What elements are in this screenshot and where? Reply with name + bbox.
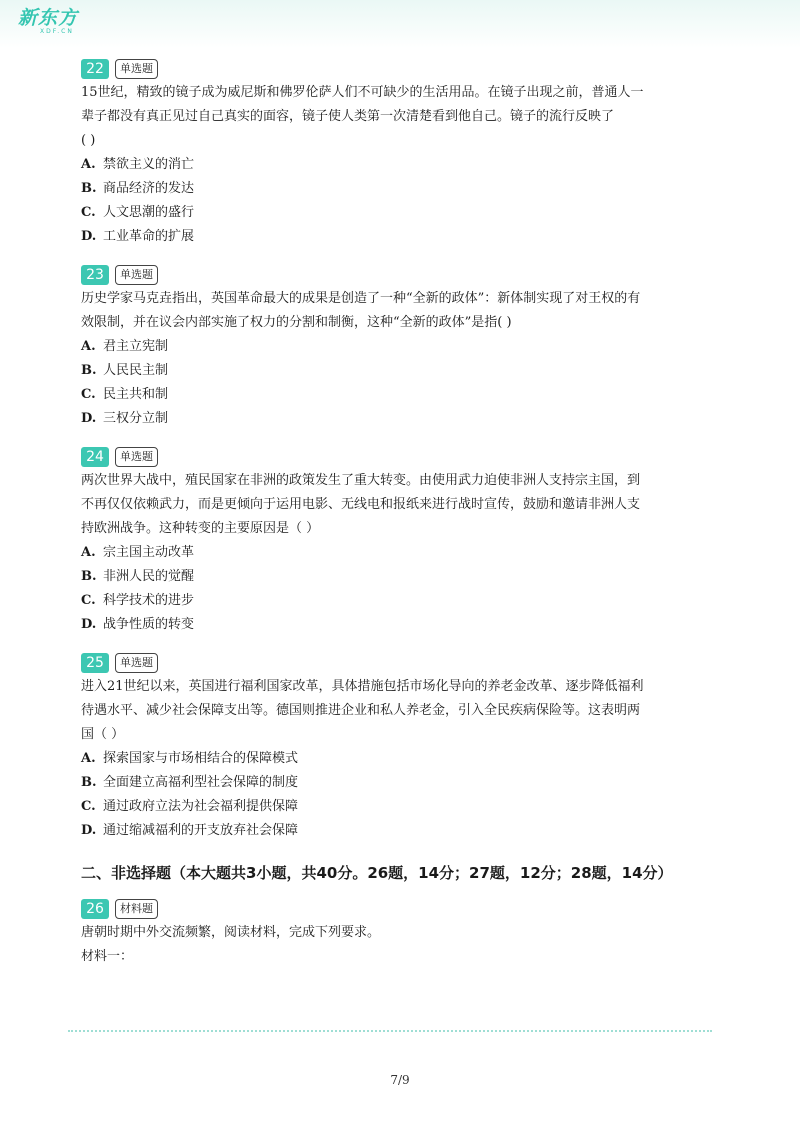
option-d bbox=[81, 613, 721, 637]
question-type-tag: 单选题 bbox=[115, 59, 158, 79]
page-divider bbox=[68, 1030, 712, 1032]
option-b bbox=[81, 771, 721, 795]
question-22 bbox=[81, 57, 721, 249]
option-text: 人文思潮的盛行 bbox=[103, 205, 195, 220]
option-a bbox=[81, 153, 721, 177]
question-stem-line: 进入21世纪以来，英国进行福利国家改革，具体措施包括市场化导向的养老金改革、逐步降低福利 bbox=[81, 679, 644, 694]
question-stem-line: 唐朝时期中外交流频繁，阅读材料，完成下列要求。 bbox=[81, 925, 381, 940]
option-b bbox=[81, 359, 721, 383]
question-24 bbox=[81, 445, 721, 637]
question-type-tag: 单选题 bbox=[115, 653, 158, 673]
logo-subtext: XDF.CN bbox=[40, 28, 74, 35]
option-letter: C. bbox=[81, 387, 96, 402]
option-letter: C. bbox=[81, 799, 96, 814]
question-stem-line: 待遇水平、减少社会保障支出等。德国则推进企业和私人养老金，引入全民疾病保险等。这表明两 bbox=[81, 703, 641, 718]
option-text: 民主共和制 bbox=[103, 387, 169, 402]
option-letter: D. bbox=[81, 823, 97, 838]
option-letter: A. bbox=[81, 545, 96, 560]
option-text: 探索国家与市场相结合的保障模式 bbox=[103, 751, 299, 766]
option-c bbox=[81, 383, 721, 407]
option-d bbox=[81, 225, 721, 249]
option-text: 全面建立高福利型社会保障的制度 bbox=[103, 775, 299, 790]
option-d bbox=[81, 407, 721, 431]
option-letter: A. bbox=[81, 157, 96, 172]
option-c bbox=[81, 795, 721, 819]
option-letter: C. bbox=[81, 593, 96, 608]
option-letter: D. bbox=[81, 229, 97, 244]
question-stem-line: 不再仅仅依赖武力，而是更倾向于运用电影、无线电和报纸来进行战时宣传，鼓励和邀请非洲人支 bbox=[81, 497, 641, 512]
option-letter: A. bbox=[81, 339, 96, 354]
question-stem-line: 两次世界大战中，殖民国家在非洲的政策发生了重大转变。由使用武力迫使非洲人支持宗主国，到 bbox=[81, 473, 641, 488]
section-title: 二、非选择题（本大题共3小题，共40分。26题，14分；27题，12分；28题，14分） bbox=[81, 864, 673, 882]
question-type-tag: 单选题 bbox=[115, 447, 158, 467]
option-a bbox=[81, 335, 721, 359]
question-number: 24 bbox=[81, 447, 109, 467]
question-stem-line: 辈子都没有真正见过自己真实的面容，镜子使人类第一次清楚看到他自己。镜子的流行反映了 bbox=[81, 109, 615, 124]
option-text: 禁欲主义的消亡 bbox=[103, 157, 195, 172]
question-type-tag: 单选题 bbox=[115, 265, 158, 285]
option-text: 君主立宪制 bbox=[103, 339, 169, 354]
page-header bbox=[0, 0, 800, 48]
option-a bbox=[81, 747, 721, 771]
option-d bbox=[81, 819, 721, 843]
question-number: 23 bbox=[81, 265, 109, 285]
question-stem-line: 持欧洲战争。这种转变的主要原因是（ ） bbox=[81, 521, 320, 536]
question-stem-line: 国（ ） bbox=[81, 727, 125, 742]
option-text: 非洲人民的觉醒 bbox=[103, 569, 195, 584]
question-list bbox=[81, 57, 721, 969]
option-text: 工业革命的扩展 bbox=[103, 229, 195, 244]
question-number: 26 bbox=[81, 899, 109, 919]
page-number: 7/9 bbox=[390, 1073, 410, 1087]
option-c bbox=[81, 201, 721, 225]
option-letter: B. bbox=[81, 363, 97, 378]
question-number: 25 bbox=[81, 653, 109, 673]
option-text: 宗主国主动改革 bbox=[103, 545, 195, 560]
question-25 bbox=[81, 651, 721, 843]
question-26 bbox=[81, 897, 721, 969]
option-letter: D. bbox=[81, 411, 97, 426]
option-text: 科学技术的进步 bbox=[103, 593, 195, 608]
question-stem-line: 效限制，并在议会内部实施了权力的分割和制衡，这种“全新的政体”是指( ) bbox=[81, 315, 512, 330]
option-text: 商品经济的发达 bbox=[103, 181, 195, 196]
question-stem-line: 历史学家马克垚指出，英国革命最大的成果是创造了一种“全新的政体”：新体制实现了对王权的有 bbox=[81, 291, 641, 306]
option-c bbox=[81, 589, 721, 613]
option-letter: A. bbox=[81, 751, 96, 766]
option-text: 战争性质的转变 bbox=[103, 617, 195, 632]
option-text: 通过缩减福利的开支放弃社会保障 bbox=[103, 823, 299, 838]
brand-logo bbox=[18, 8, 88, 38]
option-a bbox=[81, 541, 721, 565]
question-stem-line: 材料一： bbox=[81, 949, 134, 964]
question-23 bbox=[81, 263, 721, 431]
option-letter: B. bbox=[81, 181, 97, 196]
option-letter: B. bbox=[81, 569, 97, 584]
option-letter: B. bbox=[81, 775, 97, 790]
logo-text: 新东方 bbox=[18, 7, 79, 29]
option-text: 通过政府立法为社会福利提供保障 bbox=[103, 799, 299, 814]
question-type-tag: 材料题 bbox=[115, 899, 158, 919]
question-stem-line: ( ) bbox=[81, 133, 96, 148]
question-stem-line: 15世纪，精致的镜子成为威尼斯和佛罗伦萨人们不可缺少的生活用品。在镜子出现之前，普通人一 bbox=[81, 85, 644, 100]
option-letter: D. bbox=[81, 617, 97, 632]
option-letter: C. bbox=[81, 205, 96, 220]
option-b bbox=[81, 565, 721, 589]
option-text: 人民民主制 bbox=[103, 363, 169, 378]
option-text: 三权分立制 bbox=[103, 411, 169, 426]
question-number: 22 bbox=[81, 59, 109, 79]
option-b bbox=[81, 177, 721, 201]
